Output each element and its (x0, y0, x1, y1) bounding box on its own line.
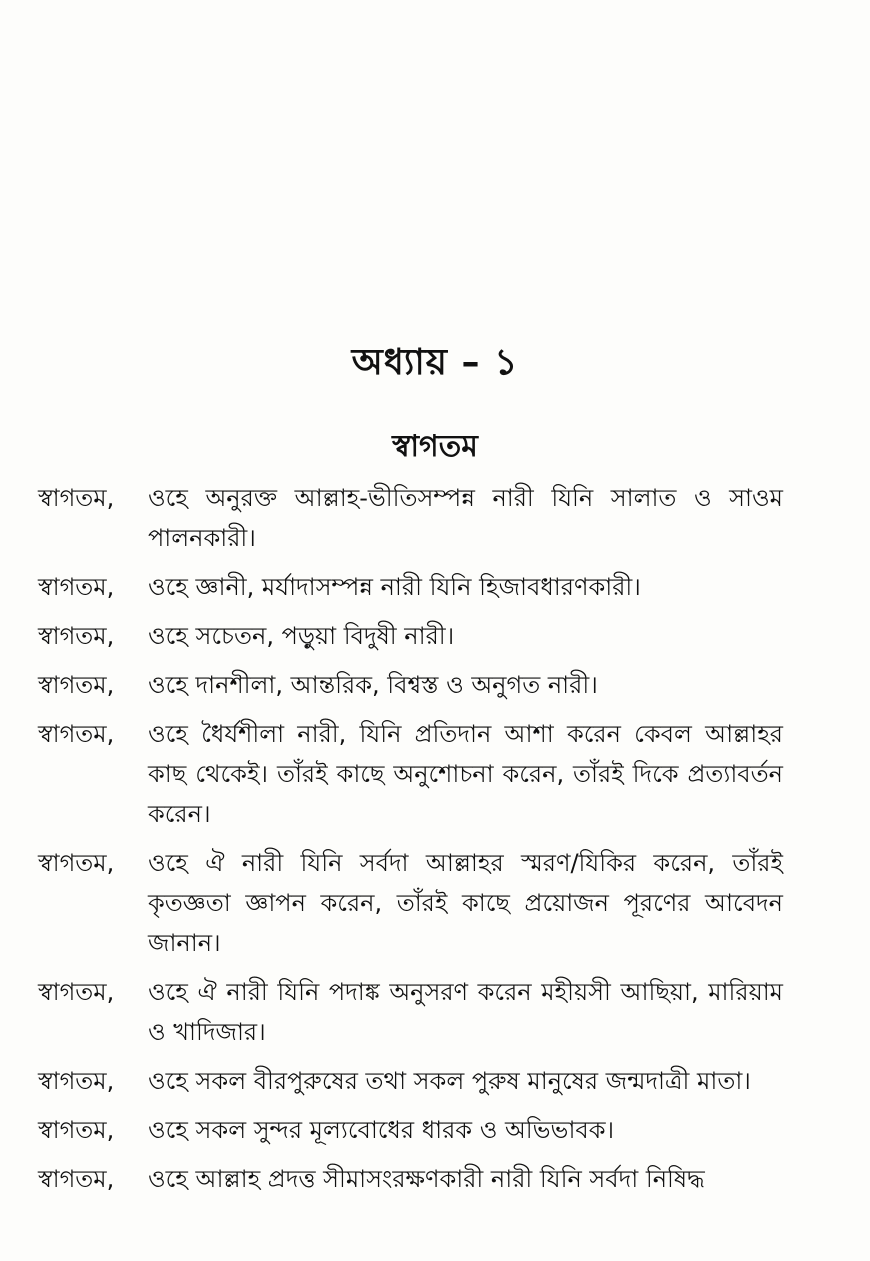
welcome-entry (0, 616, 870, 656)
welcome-entry (0, 714, 870, 834)
section-title: স্বাগতম (392, 429, 478, 464)
chapter-title: অধ্যায় – ১ (351, 342, 519, 383)
welcome-entry (0, 1061, 870, 1101)
entry-text: ওহে ধৈর্যশীলা নারী, যিনি প্রতিদান আশা করেন কেবল আল্লাহর কাছ থেকেই। তাঁরই কাছে অনুশোচনা করেন, তাঁরই দিকে প্রত্যাবর্তন করেন। (148, 720, 783, 828)
entry-label: স্বাগতম, (38, 849, 115, 877)
entry-text: ওহে আল্লাহ প্রদত্ত সীমাসংরক্ষণকারী নারী যিনি সর্বদা নিষিদ্ধ (148, 1165, 705, 1193)
entry-label: স্বাগতম, (38, 720, 115, 748)
entry-label: স্বাগতম, (38, 573, 115, 601)
entry-label: স্বাগতম, (38, 978, 115, 1006)
welcome-entry (0, 843, 870, 963)
entry-text: ওহে ঐ নারী যিনি পদাঙ্ক অনুসরণ করেন মহীয়সী আছিয়া, মারিয়াম ও খাদিজার। (148, 978, 783, 1046)
entry-label: স্বাগতম, (38, 622, 115, 650)
welcome-entry (0, 972, 870, 1052)
entry-label: স্বাগতম, (38, 484, 115, 512)
welcome-entry (0, 478, 870, 558)
welcome-entry (0, 567, 870, 607)
welcome-entry (0, 1159, 870, 1199)
entry-text: ওহে সকল বীরপুরুষের তথা সকল পুরুষ মানুষের জন্মদাত্রী মাতা। (148, 1067, 751, 1095)
entry-text: ওহে সকল সুন্দর মূল্যবোধের ধারক ও অভিভাবক। (148, 1116, 615, 1144)
entry-label: স্বাগতম, (38, 1116, 115, 1144)
entry-text: ওহে জ্ঞানী, মর্যাদাসম্পন্ন নারী যিনি হিজাবধারণকারী। (148, 573, 641, 601)
entry-text: ওহে দানশীলা, আন্তরিক, বিশ্বস্ত ও অনুগত নারী। (148, 671, 598, 699)
entry-text: ওহে সচেতন, পড়ুয়া বিদুষী নারী। (148, 622, 455, 650)
entry-label: স্বাগতম, (38, 671, 115, 699)
entry-label: স্বাগতম, (38, 1165, 115, 1193)
welcome-entry (0, 1110, 870, 1150)
welcome-list (0, 478, 870, 1208)
entry-text: ওহে ঐ নারী যিনি সর্বদা আল্লাহর স্মরণ/যিকির করেন, তাঁরই কৃতজ্ঞতা জ্ঞাপন করেন, তাঁরই কাছে প্রয়োজন পূরণের আবেদন জানান। (148, 849, 783, 957)
entry-label: স্বাগতম, (38, 1067, 115, 1095)
welcome-entry (0, 665, 870, 705)
entry-text: ওহে অনুরক্ত আল্লাহ-ভীতিসম্পন্ন নারী যিনি সালাত ও সাওম পালনকারী। (148, 484, 783, 552)
